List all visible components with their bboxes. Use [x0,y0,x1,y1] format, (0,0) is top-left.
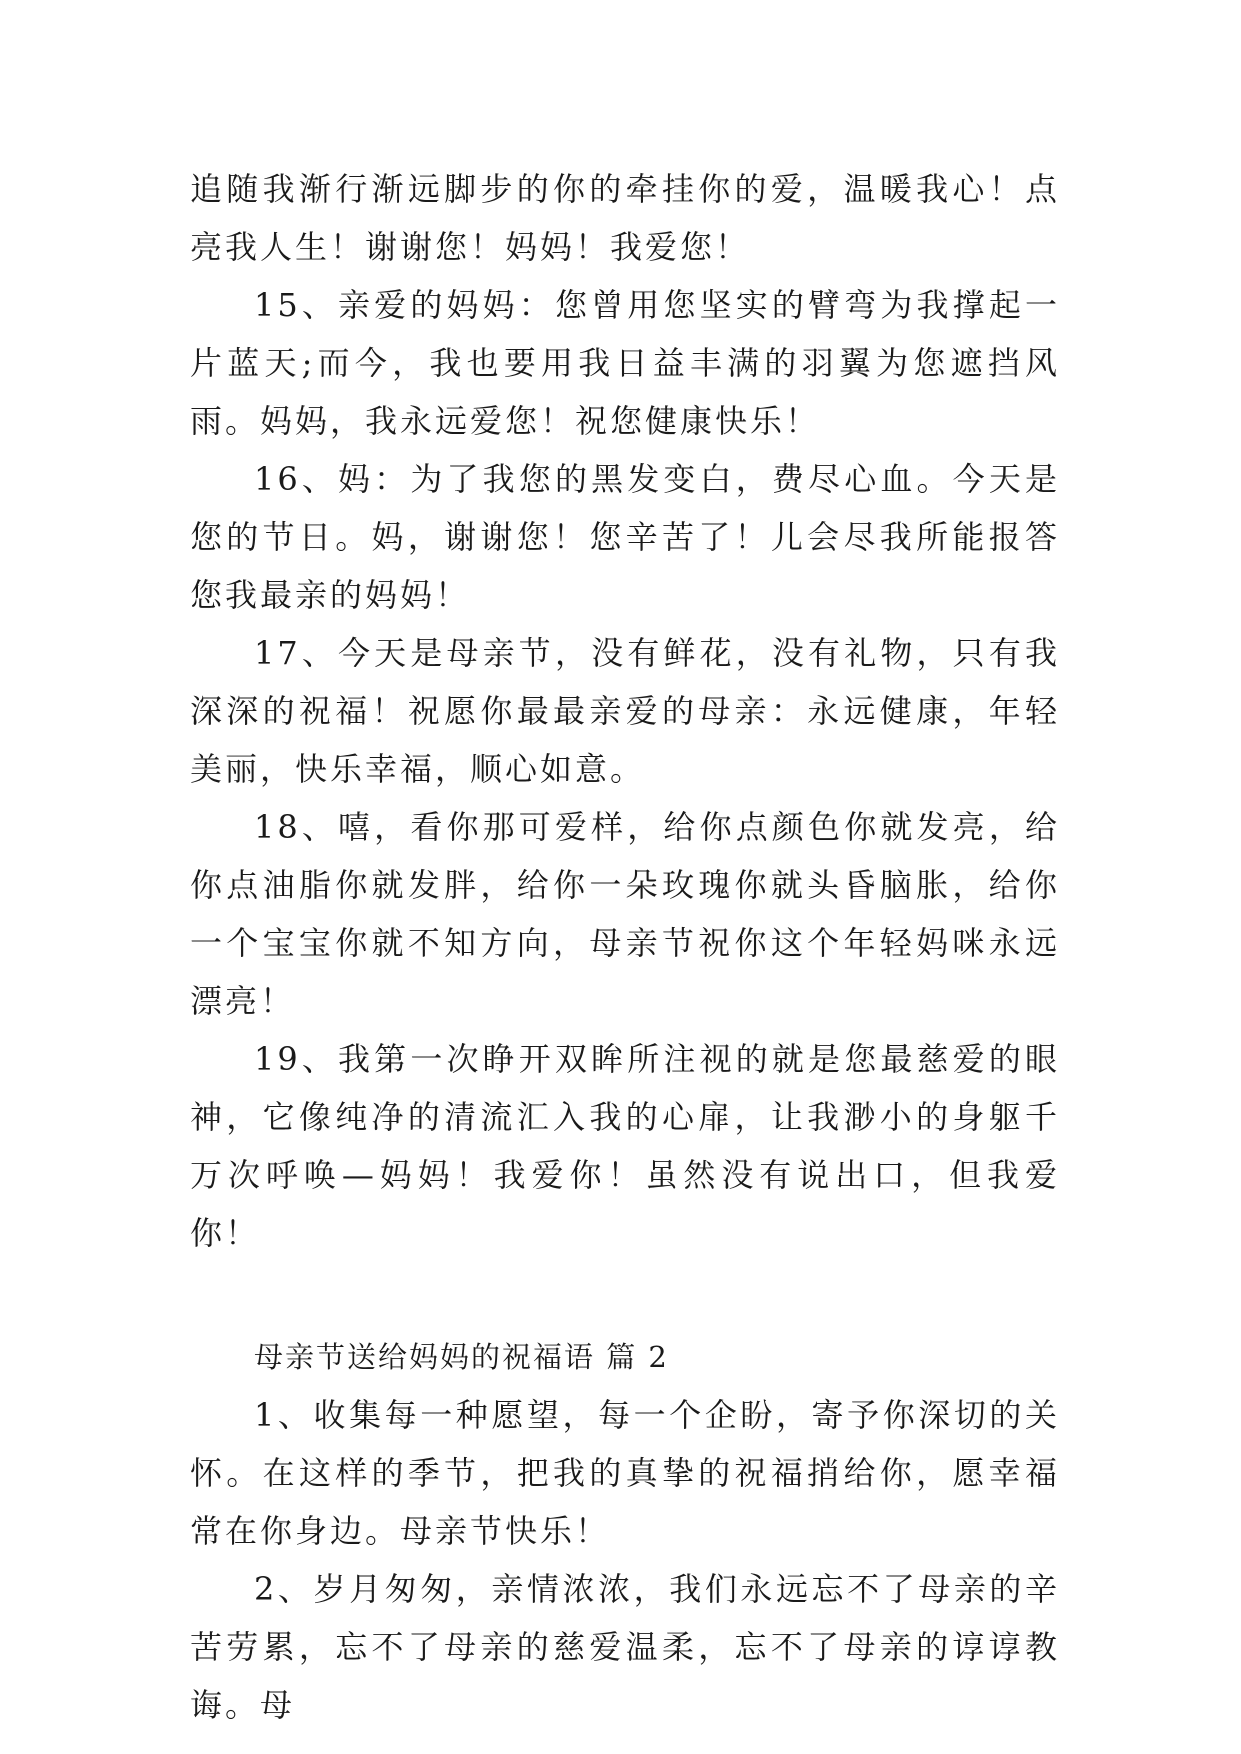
paragraph-continuation: 追随我渐行渐远脚步的你的牵挂你的爱，温暖我心！点亮我人生！谢谢您！妈妈！我爱您！ [190,170,1060,266]
paragraph-item-17: 17、今天是母亲节，没有鲜花，没有礼物，只有我深深的祝福！祝愿你最最亲爱的母亲：永远健康，年轻美丽，快乐幸福，顺心如意。 [190,634,1060,788]
paragraph-item-16: 16、妈：为了我您的黑发变白，费尽心血。今天是您的节日。妈，谢谢您！您辛苦了！儿会尽我所能报答您我最亲的妈妈！ [190,460,1060,614]
paragraph-item-15: 15、亲爱的妈妈：您曾用您坚实的臂弯为我撑起一片蓝天;而今，我也要用我日益丰满的羽翼为您遮挡风雨。妈妈，我永远爱您！祝您健康快乐！ [190,286,1060,440]
section-paragraph-item-2: 2、岁月匆匆，亲情浓浓，我们永远忘不了母亲的辛苦劳累，忘不了母亲的慈爱温柔，忘不了母亲的谆谆教诲。母 [190,1570,1060,1724]
section-paragraph-item-1: 1、收集每一种愿望，每一个企盼，寄予你深切的关怀。在这样的季节，把我的真挚的祝福捎给你，愿幸福常在你身边。母亲节快乐！ [190,1396,1060,1550]
paragraph-item-18: 18、嘻，看你那可爱样，给你点颜色你就发亮，给你点油脂你就发胖，给你一朵玫瑰你就头昏脑胀，给你一个宝宝你就不知方向，母亲节祝你这个年轻妈咪永远漂亮！ [190,808,1060,1020]
section-heading: 母亲节送给妈妈的祝福语 篇 2 [254,1340,669,1374]
document-body [190,160,1060,1734]
paragraph-item-19: 19、我第一次睁开双眸所注视的就是您最慈爱的眼神，它像纯净的清流汇入我的心扉，让我渺小的身躯千万次呼唤—妈妈！我爱你！虽然没有说出口，但我爱你！ [190,1040,1060,1252]
